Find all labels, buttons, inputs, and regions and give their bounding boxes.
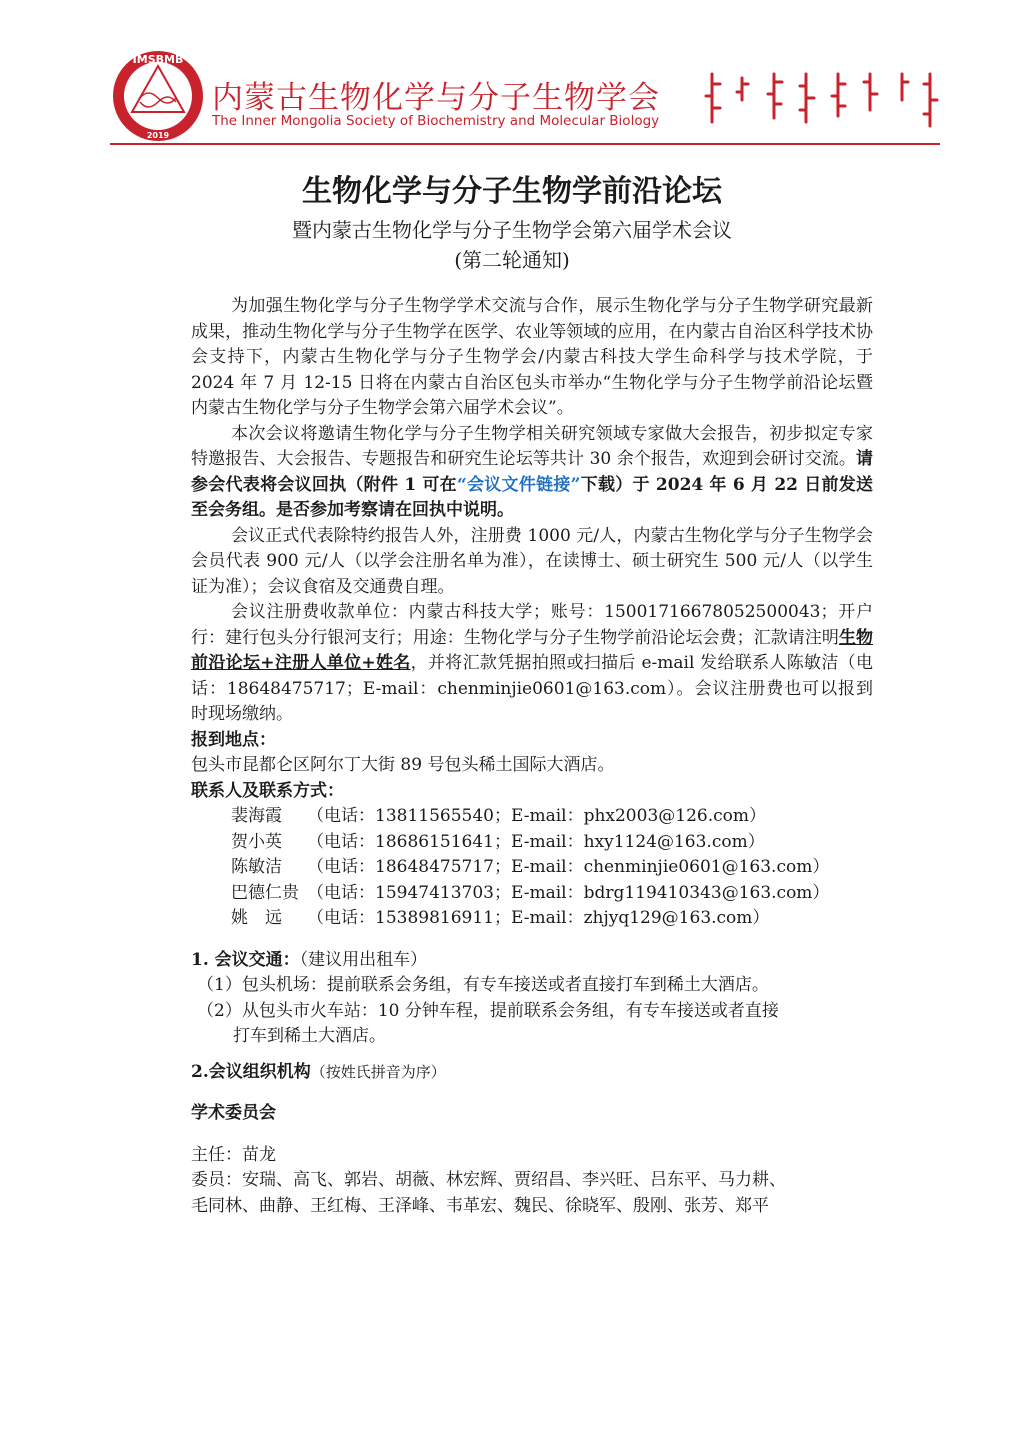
organization-heading [191,1060,873,1086]
report-paragraph [191,422,873,524]
transport-note: （建议用出租车） [299,949,428,970]
meeting-files-link[interactable]: “会议文件链接” [456,474,581,495]
contact-name: 姚 远 [231,908,282,928]
report-text: 本次会议将邀请生物化学与分子生物学相关研究领域专家做大会报告，初步拟定专家特邀报告、大会报告、专题报告和研究生论坛等共计 30 余个报告，欢迎到会研讨交流。 [191,423,873,469]
remittance-note: 生物前沿论坛+注册人单位+姓名 [191,627,874,673]
reply-deadline: 下载）于 2024 年 6 月 22 日前发送至会务组。是否参加考察请在回执中说明。 [191,474,874,520]
contact-detail: （电话：15389816911；E-mail：zhjyq129@163.com） [307,908,770,928]
contact-name: 巴德仁贵 [231,882,299,903]
organization-title: 2.会议组织机构 [191,1061,311,1082]
transport-item-station: （2）从包头市火车站：10 分钟车程，提前联系会务组，有专车接送或者直接 [197,1000,779,1021]
logo-text: IMSBMB [132,53,184,66]
contacts-label: 联系人及联系方式： [191,780,344,801]
contact-detail: （电话：15947413703；E-mail：bdrg119410343@163.com） [307,882,830,903]
contact-row [191,804,873,830]
org-name-cn: 内蒙古生物化学与分子生物学会 [212,80,660,116]
document-title: 生物化学与分子生物学前沿论坛 [302,174,722,209]
committee-heading: 学术委员会 [191,1103,276,1123]
contact-name: 贺小英 [231,831,282,852]
org-name-en: The Inner Mongolia Society of Biochemistry and Molecular Biology [212,113,660,129]
document-body [191,294,873,1219]
contact-row [191,855,873,881]
committee-members-2: 毛同林、曲静、王红梅、王泽峰、韦革宏、魏民、徐晓军、殷刚、张芳、郑平 [191,1195,769,1216]
contact-row [191,881,873,907]
intro-paragraph: 为加强生物化学与分子生物学学术交流与合作，展示生物化学与分子生物学研究最新成果，推动生物化学与分子生物学在医学、农业等领域的应用，在内蒙古自治区科学技术协会支持下，内蒙古生物化学与分子生物学会/内蒙古科技大学生命科学与技术学院，于 2024 年 7 月 12-15 日将在内蒙古自治区包头市举办“生物化学与分子生物学前沿论坛暨内蒙古生物化学与分子生物学会第六届学术会议”。 [191,296,873,418]
transport-title: 1. 会议交通： [191,949,300,970]
venue-label: 报到地点： [191,729,276,750]
transport-item-station-cont: 打车到稀土大酒店。 [233,1026,386,1046]
contact-name: 陈敏洁 [231,857,282,877]
transport-heading [191,948,873,974]
contact-detail: （电话：18648475717；E-mail：chenminjie0601@163.com） [307,857,830,877]
venue-address: 包头市昆都仑区阿尔丁大街 89 号包头稀土国际大酒店。 [191,755,615,775]
notice-round: (第二轮通知) [454,248,570,272]
society-logo [110,48,206,144]
payment-text-end: ，并将汇款凭据拍照或扫描后 e-mail 发给联系人陈敏洁（电话：18648475717；E-mail：chenminjie0601@163.com）。会议注册费也可以报到时现场缴纳。 [191,653,873,724]
contact-row [191,830,873,856]
reply-instruction: 请参会代表将会议回执（附件 1 可在 [191,449,873,495]
contact-name: 裴海霞 [231,806,282,826]
committee-chair: 主任：苗龙 [191,1144,276,1165]
transport-item-airport: （1）包头机场：提前联系会务组，有专车接送或者直接打车到稀土大酒店。 [197,975,769,995]
document-subtitle: 暨内蒙古生物化学与分子生物学会第六届学术会议 [292,218,732,242]
committee-members-1: 委员：安瑞、高飞、郭岩、胡薇、林宏辉、贾绍昌、李兴旺、吕东平、马力耕、 [191,1170,786,1190]
payment-paragraph [191,600,873,728]
contact-detail: （电话：18686151641；E-mail：hxy1124@163.com） [307,831,765,852]
fee-paragraph: 会议正式代表除特约报告人外，注册费 1000 元/人，内蒙古生物化学与分子生物学会会员代表 900 元/人（以学会注册名单为准），在读博士、硕士研究生 500 元/人（以学生证为准）；会议食宿及交通费自理。 [191,525,873,597]
payment-text: 会议注册费收款单位：内蒙古科技大学；账号：15001716678052500043；开户行：建行包头分行银河支行；用途：生物化学与分子生物学前沿论坛会费；汇款请注明 [191,602,873,648]
organization-note: （按姓氏拼音为序） [310,1062,446,1081]
contact-row [191,906,873,932]
letterhead [110,48,940,146]
mongolian-script-name [702,70,942,130]
header-divider [110,143,940,145]
logo-year: 2019 [146,131,170,140]
contact-detail: （电话：13811565540；E-mail：phx2003@126.com） [307,806,766,826]
